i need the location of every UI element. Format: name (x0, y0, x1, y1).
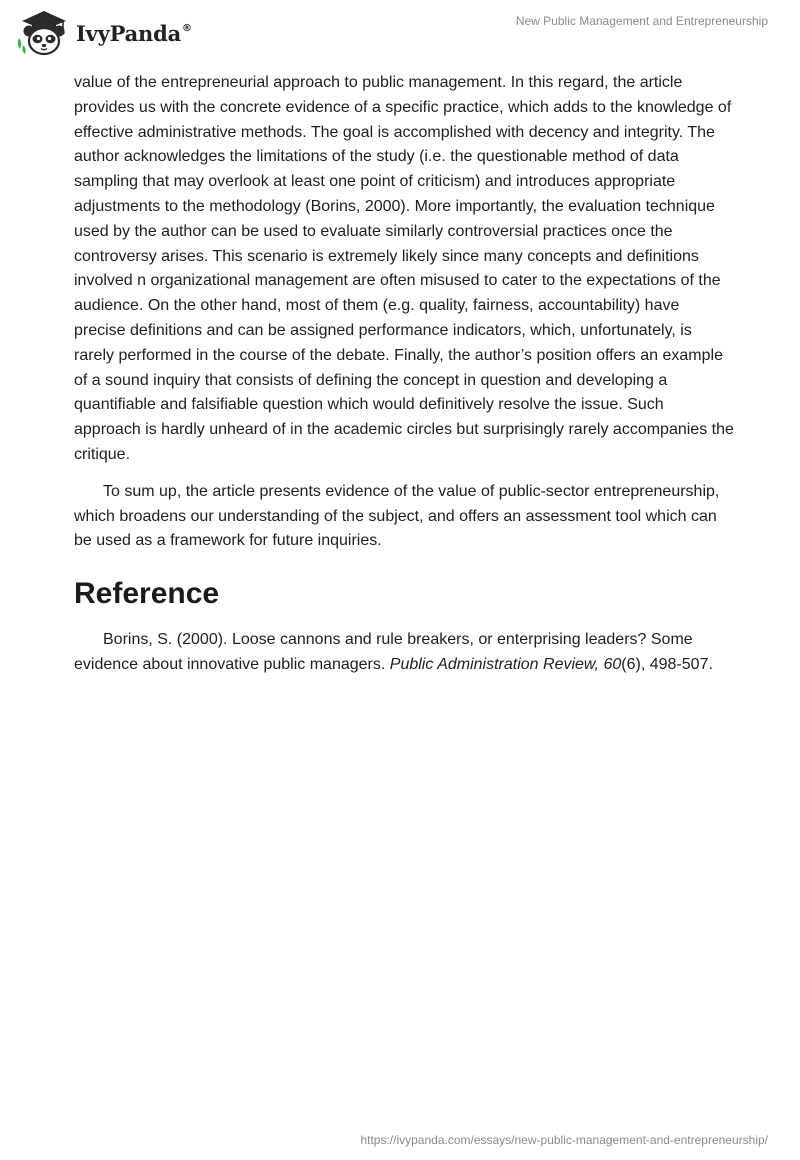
page-header (0, 0, 800, 64)
reference-journal: Public Administration Review, (389, 655, 600, 673)
reference-heading: Reference (74, 577, 220, 611)
reference-citation-text: Borins, S. (2000). Loose cannons and rule breakers, or enterprising leaders? Some evidence about innovative public managers. (74, 631, 693, 673)
logo-wordmark (76, 21, 192, 46)
ivypanda-logo[interactable] (14, 8, 192, 56)
registered-mark: ® (182, 22, 192, 34)
panda-graduate-icon (14, 8, 72, 56)
reference-issue-pages: (6), 498-507. (621, 655, 713, 673)
document-title: New Public Management and Entrepreneurship (515, 14, 768, 28)
source-url[interactable]: https://ivypanda.com/essays/new-public-management-and-entrepreneurship/ (360, 1133, 768, 1147)
reference-volume: 60 (603, 655, 622, 673)
reference-entry (74, 628, 734, 678)
conclusion-paragraph: To sum up, the article presents evidence of the value of public-sector entrepreneurship, which broadens our understanding of the subject, and offers an assessment tool which can be used as a framework for future inquiries. (74, 482, 720, 550)
body-paragraph-continued: value of the entrepreneurial approach to public management. In this regard, the article provides us with the concrete evidence of a specific practice, which adds to the knowledge of effective administrative methods. The goal is accomplished with decency and integrity. The author acknowledges the limitations of the study (i.e. the questionable method of data sampling that may overlook at least one point of criticism) and introduces appropriate adjustments to the methodology (Borins, 2000). More importantly, the evaluation technique used by the author can be used to evaluate similarly controversial practices once the controversy arises. This scenario is extremely likely since many concepts and definitions involved n organizational management are often misused to cater to the expectations of the audience. On the other hand, most of them (e.g. quality, fairness, accountability) have precise definitions and can be assigned performance indicators, which, unfortunately, is rarely performed in the course of the debate. Finally, the author’s position offers an example of a sound inquiry that consists of defining the concept in question and developing a quantifiable and falsifiable question which would definitively resolve the issue. Such approach is hardly unheard of in the academic circles but surprisingly rarely accompanies the critique. (74, 74, 734, 463)
logo-name: IvyPanda (76, 20, 182, 46)
essay-body (74, 71, 734, 678)
